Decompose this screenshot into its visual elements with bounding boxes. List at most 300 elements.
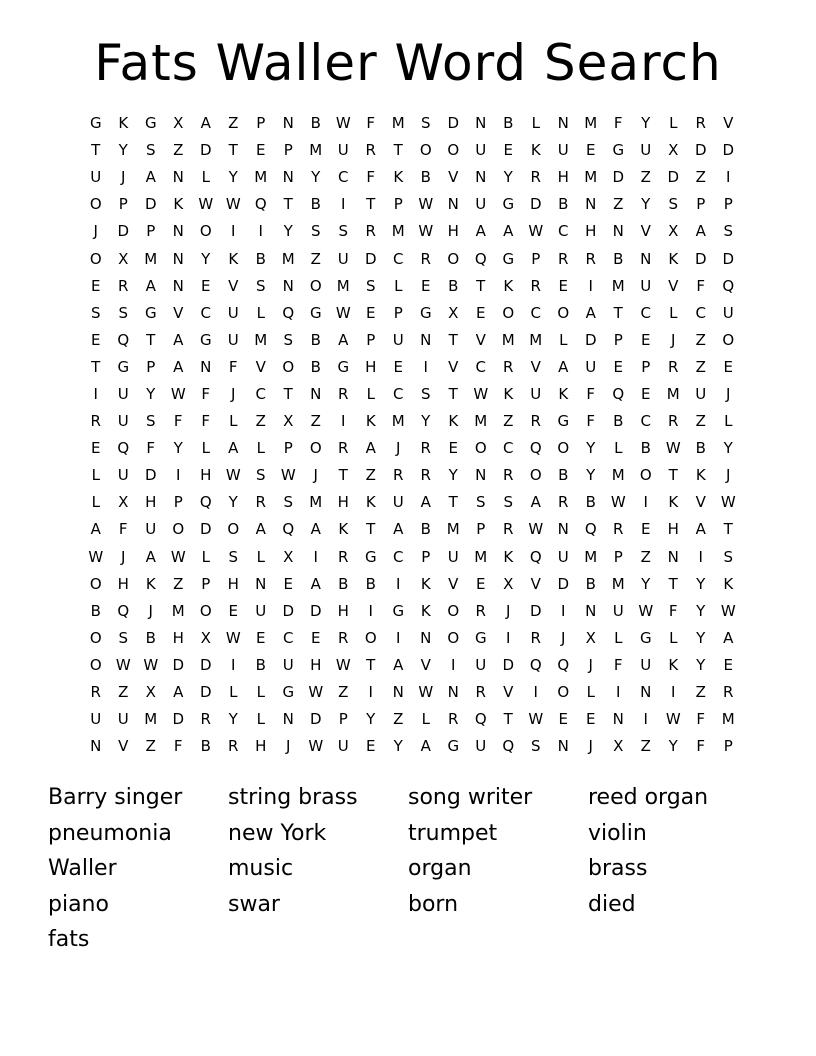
grid-letter: N <box>172 222 184 241</box>
grid-letter: R <box>668 412 679 431</box>
grid-letter: M <box>144 249 158 268</box>
grid-letter: I <box>643 493 648 512</box>
grid-letter: M <box>254 330 268 349</box>
grid-letter: L <box>614 439 623 458</box>
grid-letter: O <box>89 655 102 674</box>
grid-letter: I <box>176 466 181 485</box>
grid-letter: W <box>143 655 159 674</box>
grid-letter: Z <box>613 195 624 214</box>
grid-letter: S <box>310 222 321 241</box>
grid-letter: E <box>503 141 513 160</box>
grid-letter: K <box>420 574 431 593</box>
grid-letter: R <box>530 628 541 647</box>
grid-letter: Q <box>529 655 542 674</box>
grid-letter: E <box>283 574 293 593</box>
grid-letter: X <box>448 303 459 322</box>
grid-letter: A <box>475 222 486 241</box>
grid-letter: T <box>366 195 376 214</box>
grid-letter: P <box>283 439 293 458</box>
grid-letter: R <box>338 628 349 647</box>
grid-letter: I <box>231 655 236 674</box>
grid-letter: E <box>366 737 376 756</box>
grid-letter: X <box>118 493 129 512</box>
grid-letter: W <box>170 384 186 403</box>
grid-letter: R <box>475 683 486 702</box>
grid-letter: F <box>668 601 678 620</box>
grid-letter: A <box>228 439 239 458</box>
grid-letter: R <box>613 520 624 539</box>
grid-letter: U <box>255 601 267 620</box>
grid-letter: I <box>368 601 373 620</box>
grid-letter: R <box>338 384 349 403</box>
grid-letter: C <box>255 384 266 403</box>
grid-letter: V <box>530 574 541 593</box>
grid-letter: S <box>283 330 294 349</box>
grid-letter: Y <box>696 601 706 620</box>
grid-letter: I <box>341 195 346 214</box>
grid-letter: P <box>173 493 183 512</box>
grid-letter: H <box>227 574 239 593</box>
grid-letter: U <box>557 547 569 566</box>
grid-letter: M <box>171 601 185 620</box>
grid-letter: Q <box>529 547 542 566</box>
grid-letter: R <box>90 683 101 702</box>
grid-letter: R <box>255 493 266 512</box>
grid-letter: L <box>669 114 678 133</box>
grid-letter: J <box>726 384 731 403</box>
grid-letter: X <box>668 222 679 241</box>
grid-letter: Y <box>503 168 513 187</box>
grid-letter: U <box>475 655 487 674</box>
grid-letter: C <box>530 303 541 322</box>
grid-letter: A <box>310 520 321 539</box>
grid-letter: L <box>421 710 430 729</box>
grid-letter: S <box>723 222 734 241</box>
grid-letter: N <box>557 114 569 133</box>
grid-letter: E <box>476 303 486 322</box>
grid-letter: W <box>308 737 324 756</box>
grid-letter: U <box>612 601 624 620</box>
grid-letter: R <box>365 141 376 160</box>
grid-letter: B <box>503 114 514 133</box>
grid-letter: M <box>281 249 295 268</box>
grid-letter: N <box>90 737 102 756</box>
grid-letter: B <box>145 628 156 647</box>
grid-letter: U <box>392 330 404 349</box>
grid-letter: W <box>528 520 544 539</box>
grid-letter: I <box>451 655 456 674</box>
grid-letter: W <box>528 222 544 241</box>
word-list-item: new York <box>228 820 327 846</box>
grid-letter: T <box>668 574 678 593</box>
grid-letter: Z <box>695 412 706 431</box>
grid-letter: E <box>393 357 403 376</box>
grid-letter: G <box>144 114 157 133</box>
grid-letter: G <box>282 683 295 702</box>
grid-letter: A <box>173 357 184 376</box>
grid-letter: P <box>613 330 623 349</box>
grid-letter: S <box>118 303 129 322</box>
grid-letter: E <box>586 141 596 160</box>
grid-letter: N <box>392 683 404 702</box>
grid-letter: W <box>170 547 186 566</box>
grid-letter: W <box>665 710 681 729</box>
grid-letter: S <box>338 222 349 241</box>
grid-letter: O <box>557 683 570 702</box>
grid-letter: O <box>309 439 322 458</box>
grid-letter: F <box>228 357 238 376</box>
grid-letter: I <box>93 384 98 403</box>
word-list-item: swar <box>228 891 280 917</box>
grid-letter: B <box>585 493 596 512</box>
grid-letter: Y <box>668 737 678 756</box>
grid-letter: Z <box>310 249 321 268</box>
grid-letter: O <box>227 520 240 539</box>
grid-letter: M <box>611 574 625 593</box>
grid-letter: R <box>530 412 541 431</box>
grid-letter: I <box>423 357 428 376</box>
grid-letter: M <box>474 412 488 431</box>
grid-letter: J <box>506 601 511 620</box>
grid-letter: N <box>585 601 597 620</box>
grid-letter: H <box>145 493 157 512</box>
grid-letter: L <box>256 547 265 566</box>
grid-letter: V <box>475 330 486 349</box>
grid-letter: A <box>503 222 514 241</box>
grid-letter: A <box>365 439 376 458</box>
grid-letter: X <box>668 141 679 160</box>
grid-letter: N <box>200 357 212 376</box>
grid-letter: P <box>393 303 403 322</box>
grid-letter: G <box>612 141 625 160</box>
grid-letter: G <box>89 114 102 133</box>
word-list-item: fats <box>48 927 90 952</box>
grid-letter: F <box>366 168 376 187</box>
grid-letter: H <box>557 168 569 187</box>
grid-letter: L <box>724 412 733 431</box>
grid-letter: Y <box>641 195 651 214</box>
grid-letter: P <box>723 195 733 214</box>
grid-letter: L <box>256 683 265 702</box>
grid-letter: B <box>640 439 651 458</box>
grid-letter: K <box>668 655 679 674</box>
grid-letter: T <box>91 357 101 376</box>
grid-letter: F <box>173 412 183 431</box>
grid-letter: W <box>335 303 351 322</box>
word-list-item: song writer <box>408 785 533 810</box>
grid-letter: K <box>448 412 459 431</box>
grid-letter: N <box>475 466 487 485</box>
grid-letter: X <box>613 737 624 756</box>
grid-letter: N <box>310 384 322 403</box>
grid-letter: A <box>420 737 431 756</box>
grid-letter: C <box>640 412 651 431</box>
grid-letter: N <box>475 168 487 187</box>
grid-letter: B <box>613 412 624 431</box>
grid-letter: T <box>338 466 348 485</box>
grid-letter: D <box>612 168 625 187</box>
grid-letter: F <box>613 114 623 133</box>
grid-letter: E <box>476 574 486 593</box>
grid-letter: R <box>695 114 706 133</box>
grid-letter: O <box>419 141 432 160</box>
grid-letter: W <box>115 655 131 674</box>
grid-letter: L <box>669 628 678 647</box>
grid-letter: Y <box>696 574 706 593</box>
grid-letter: Q <box>282 303 295 322</box>
grid-letter: R <box>530 276 541 295</box>
grid-letter: J <box>561 628 566 647</box>
grid-letter: D <box>144 195 157 214</box>
grid-letter: O <box>722 330 735 349</box>
grid-letter: A <box>695 520 706 539</box>
word-list-item: born <box>408 891 459 917</box>
grid-letter: C <box>558 222 569 241</box>
grid-letter: X <box>118 249 129 268</box>
grid-letter: Y <box>641 114 651 133</box>
grid-letter: K <box>695 466 706 485</box>
grid-letter: E <box>641 330 651 349</box>
grid-letter: H <box>667 520 679 539</box>
grid-letter: L <box>559 330 568 349</box>
grid-letter: C <box>393 249 404 268</box>
grid-letter: Z <box>255 412 266 431</box>
grid-letter: G <box>557 412 570 431</box>
word-list-item: string brass <box>228 785 358 810</box>
grid-letter: P <box>146 357 156 376</box>
grid-letter: P <box>283 141 293 160</box>
grid-letter: W <box>418 683 434 702</box>
grid-letter: E <box>201 276 211 295</box>
grid-letter: U <box>392 493 404 512</box>
grid-letter: A <box>558 357 569 376</box>
grid-letter: V <box>420 655 431 674</box>
grid-letter: J <box>313 466 318 485</box>
grid-letter: R <box>475 601 486 620</box>
grid-letter: Z <box>695 168 706 187</box>
word-list-item: trumpet <box>408 820 498 846</box>
grid-letter: Y <box>228 493 238 512</box>
grid-letter: J <box>148 601 153 620</box>
grid-letter: C <box>283 628 294 647</box>
grid-letter: D <box>172 710 185 729</box>
grid-letter: G <box>199 330 212 349</box>
grid-letter: K <box>228 249 239 268</box>
grid-letter: S <box>228 547 239 566</box>
grid-letter: P <box>476 520 486 539</box>
grid-letter: N <box>282 168 294 187</box>
grid-letter: Y <box>696 655 706 674</box>
grid-letter: Y <box>723 439 733 458</box>
word-list-item: Barry singer <box>48 785 183 810</box>
grid-letter: E <box>558 276 568 295</box>
grid-letter: I <box>313 547 318 566</box>
grid-letter: Y <box>586 439 596 458</box>
grid-letter: A <box>200 114 211 133</box>
grid-letter: U <box>640 655 652 674</box>
grid-letter: V <box>118 737 129 756</box>
grid-letter: F <box>696 737 706 756</box>
grid-letter: K <box>145 574 156 593</box>
grid-letter: P <box>641 357 651 376</box>
grid-letter: X <box>173 114 184 133</box>
grid-letter: F <box>696 710 706 729</box>
grid-letter: W <box>225 628 241 647</box>
grid-letter: J <box>286 737 291 756</box>
word-list-item: Waller <box>48 856 117 881</box>
grid-letter: Z <box>393 710 404 729</box>
grid-letter: U <box>227 330 239 349</box>
grid-letter: N <box>557 737 569 756</box>
grid-letter: I <box>231 222 236 241</box>
grid-letter: A <box>338 330 349 349</box>
grid-letter: K <box>118 114 129 133</box>
grid-letter: F <box>201 412 211 431</box>
grid-letter: U <box>447 547 459 566</box>
grid-letter: E <box>641 384 651 403</box>
grid-letter: R <box>668 357 679 376</box>
grid-letter: O <box>89 574 102 593</box>
grid-letter: E <box>366 303 376 322</box>
grid-letter: V <box>448 357 459 376</box>
grid-letter: M <box>721 710 735 729</box>
grid-letter: N <box>172 249 184 268</box>
grid-letter: O <box>529 466 542 485</box>
grid-letter: Y <box>173 439 183 458</box>
grid-letter: K <box>668 249 679 268</box>
grid-letter: Y <box>201 249 211 268</box>
grid-letter: O <box>282 357 295 376</box>
grid-letter: E <box>228 601 238 620</box>
grid-letter: G <box>337 357 350 376</box>
grid-letter: M <box>391 412 405 431</box>
grid-letter: Z <box>640 737 651 756</box>
grid-letter: G <box>447 737 460 756</box>
grid-letter: H <box>585 222 597 241</box>
grid-letter: B <box>585 574 596 593</box>
grid-letter: U <box>337 141 349 160</box>
grid-letter: O <box>557 303 570 322</box>
grid-letter: N <box>172 168 184 187</box>
grid-letter: S <box>365 276 376 295</box>
grid-letter: L <box>229 683 238 702</box>
grid-letter: U <box>117 710 129 729</box>
grid-letter: Q <box>117 330 130 349</box>
grid-letter: D <box>502 655 515 674</box>
grid-letter: T <box>228 141 238 160</box>
grid-letter: U <box>282 655 294 674</box>
grid-letter: S <box>530 737 541 756</box>
grid-letter: E <box>613 357 623 376</box>
grid-letter: R <box>503 466 514 485</box>
grid-letter: D <box>529 195 542 214</box>
grid-letter: W <box>418 222 434 241</box>
grid-letter: K <box>365 412 376 431</box>
grid-letter: C <box>338 168 349 187</box>
grid-letter: R <box>420 439 431 458</box>
grid-letter: W <box>198 195 214 214</box>
grid-letter: X <box>503 574 514 593</box>
grid-letter: M <box>666 384 680 403</box>
grid-letter: U <box>117 384 129 403</box>
grid-letter: T <box>476 276 486 295</box>
grid-letter: R <box>338 439 349 458</box>
grid-letter: U <box>117 412 129 431</box>
grid-letter: T <box>448 330 458 349</box>
grid-letter: P <box>201 574 211 593</box>
grid-letter: H <box>310 655 322 674</box>
word-list-item: organ <box>408 856 472 881</box>
grid-letter: T <box>668 466 678 485</box>
grid-letter: U <box>337 737 349 756</box>
grid-letter: S <box>255 276 266 295</box>
grid-letter: O <box>89 249 102 268</box>
grid-letter: E <box>91 439 101 458</box>
grid-letter: H <box>337 493 349 512</box>
grid-letter: S <box>503 493 514 512</box>
grid-letter: W <box>335 655 351 674</box>
grid-letter: X <box>283 412 294 431</box>
word-list-item: violin <box>588 820 647 846</box>
grid-letter: U <box>227 303 239 322</box>
grid-letter: G <box>502 249 515 268</box>
grid-letter: M <box>391 114 405 133</box>
grid-letter: M <box>254 168 268 187</box>
grid-letter: J <box>93 222 98 241</box>
grid-letter: Y <box>586 466 596 485</box>
grid-letter: N <box>282 710 294 729</box>
grid-letter: N <box>557 520 569 539</box>
grid-letter: I <box>588 276 593 295</box>
grid-letter: Y <box>448 466 458 485</box>
grid-letter: J <box>396 439 401 458</box>
grid-letter: N <box>585 195 597 214</box>
grid-letter: E <box>586 710 596 729</box>
grid-letter: X <box>145 683 156 702</box>
grid-letter: B <box>558 195 569 214</box>
grid-letter: N <box>640 249 652 268</box>
grid-letter: B <box>695 439 706 458</box>
word-list-item: reed organ <box>588 785 709 810</box>
grid-letter: D <box>722 249 735 268</box>
grid-letter: S <box>283 493 294 512</box>
grid-letter: Y <box>228 168 238 187</box>
grid-letter: W <box>280 466 296 485</box>
grid-letter: M <box>529 330 543 349</box>
grid-letter: Z <box>145 737 156 756</box>
grid-letter: N <box>667 547 679 566</box>
grid-letter: L <box>394 276 403 295</box>
grid-letter: I <box>643 710 648 729</box>
grid-letter: O <box>447 249 460 268</box>
grid-letter: Q <box>199 493 212 512</box>
grid-letter: O <box>447 601 460 620</box>
grid-letter: B <box>420 168 431 187</box>
grid-letter: L <box>256 439 265 458</box>
grid-letter: I <box>726 168 731 187</box>
grid-letter: E <box>421 276 431 295</box>
grid-letter: L <box>669 303 678 322</box>
grid-letter: B <box>310 195 321 214</box>
grid-letter: G <box>419 303 432 322</box>
grid-letter: P <box>366 330 376 349</box>
grid-letter: T <box>448 384 458 403</box>
grid-letter: T <box>448 493 458 512</box>
grid-letter: M <box>611 466 625 485</box>
grid-letter: B <box>558 466 569 485</box>
grid-letter: M <box>309 141 323 160</box>
grid-letter: P <box>421 547 431 566</box>
